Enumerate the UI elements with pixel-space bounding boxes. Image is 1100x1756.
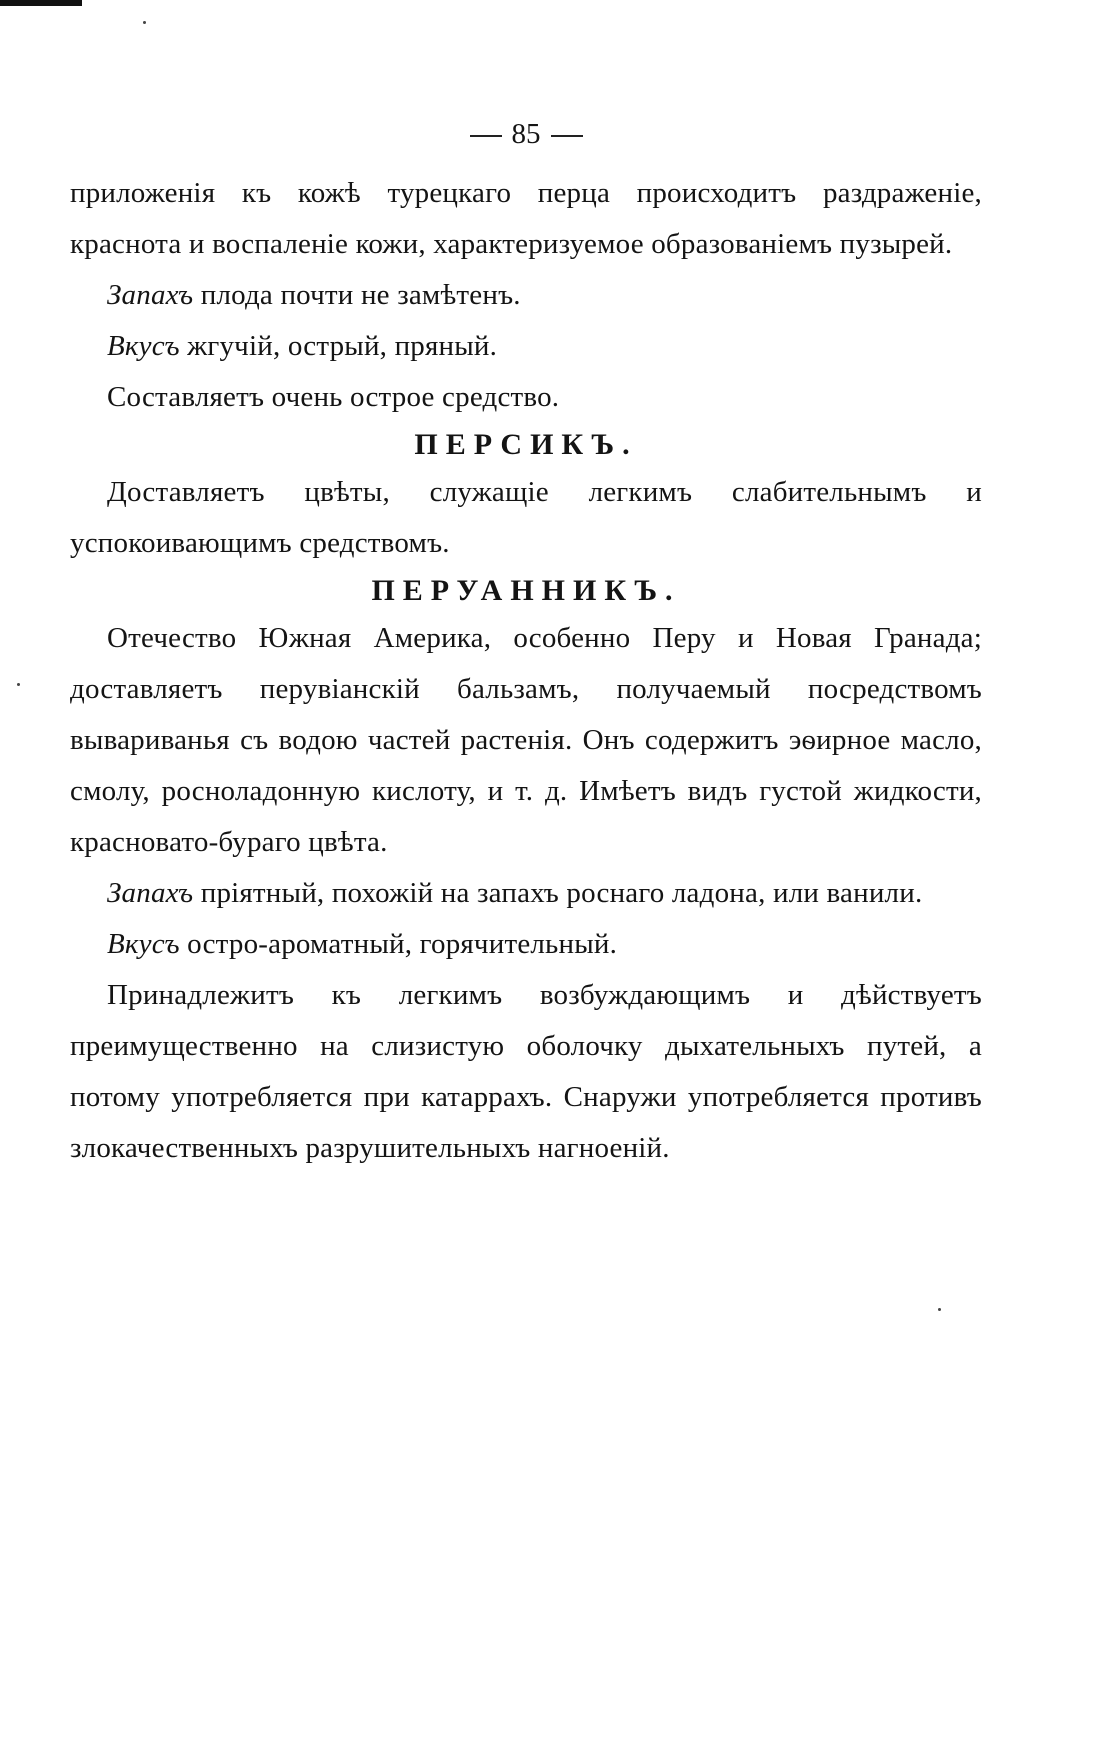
peruannik-taste-label: Вкусъ xyxy=(107,928,180,960)
peruannik-smell-paragraph xyxy=(70,868,982,919)
page-number-value: 85 xyxy=(511,118,541,150)
scan-speck xyxy=(17,683,20,686)
pepper-taste-text: жгучій, острый, пряный. xyxy=(187,330,498,362)
peruannik-heading: ПЕРУАННИКЪ. xyxy=(371,574,681,607)
peruannik-action-paragraph: Принадлежитъ къ легкимъ возбуждающимъ и дѣйствуетъ преимущественно на слизистую оболочку дыхательныхъ путей, а потому употребляется при катаррахъ. Снаружи употребляется противъ злокачественныхъ разрушительныхъ нагноеній. xyxy=(70,979,982,1164)
page-number-dash-left xyxy=(470,135,502,137)
pepper-taste-label: Вкусъ xyxy=(107,330,180,362)
scan-speck xyxy=(143,21,146,24)
page-number xyxy=(70,112,982,156)
peruannik-smell-label: Запахъ xyxy=(107,877,194,909)
pepper-smell-paragraph xyxy=(70,270,982,321)
pepper-smell-label: Запахъ xyxy=(107,279,194,311)
book-page xyxy=(70,112,982,1174)
peruannik-smell-text: пріятный, похожій на запахъ роснаго ладона, или ванили. xyxy=(200,877,923,909)
pepper-taste-paragraph xyxy=(70,321,982,372)
peruannik-origin-paragraph: Отечество Южная Америка, особенно Перу и Новая Гранада; доставляетъ перувіанскій бальзамъ, получаемый посредствомъ вывариванья съ водою частей растенія. Онъ содержитъ эѳирное масло, смолу, росноладонную кислоту, и т. д. Имѣетъ видъ густой жидкости, красновато-бураго цвѣта. xyxy=(70,622,982,858)
persik-heading: ПЕРСИКЪ. xyxy=(414,428,638,461)
peruannik-taste-paragraph xyxy=(70,919,982,970)
pepper-smell-text: плода почти не замѣтенъ. xyxy=(200,279,521,311)
page-number-dash-right xyxy=(551,135,583,137)
continuation-paragraph: приложенія къ кожѣ турецкаго перца происходитъ раздраженіе, краснота и воспаленіе кожи, характеризуемое образованіемъ пузырей. xyxy=(70,177,982,260)
pepper-use-paragraph: Составляетъ очень острое средство. xyxy=(107,381,560,413)
persik-paragraph: Доставляетъ цвѣты, служащіе легкимъ слабительнымъ и успокоивающимъ средствомъ. xyxy=(70,476,982,559)
peruannik-taste-text: остро-ароматный, горячительный. xyxy=(187,928,618,960)
scan-edge-mark xyxy=(0,0,82,6)
scan-speck xyxy=(938,1308,941,1311)
